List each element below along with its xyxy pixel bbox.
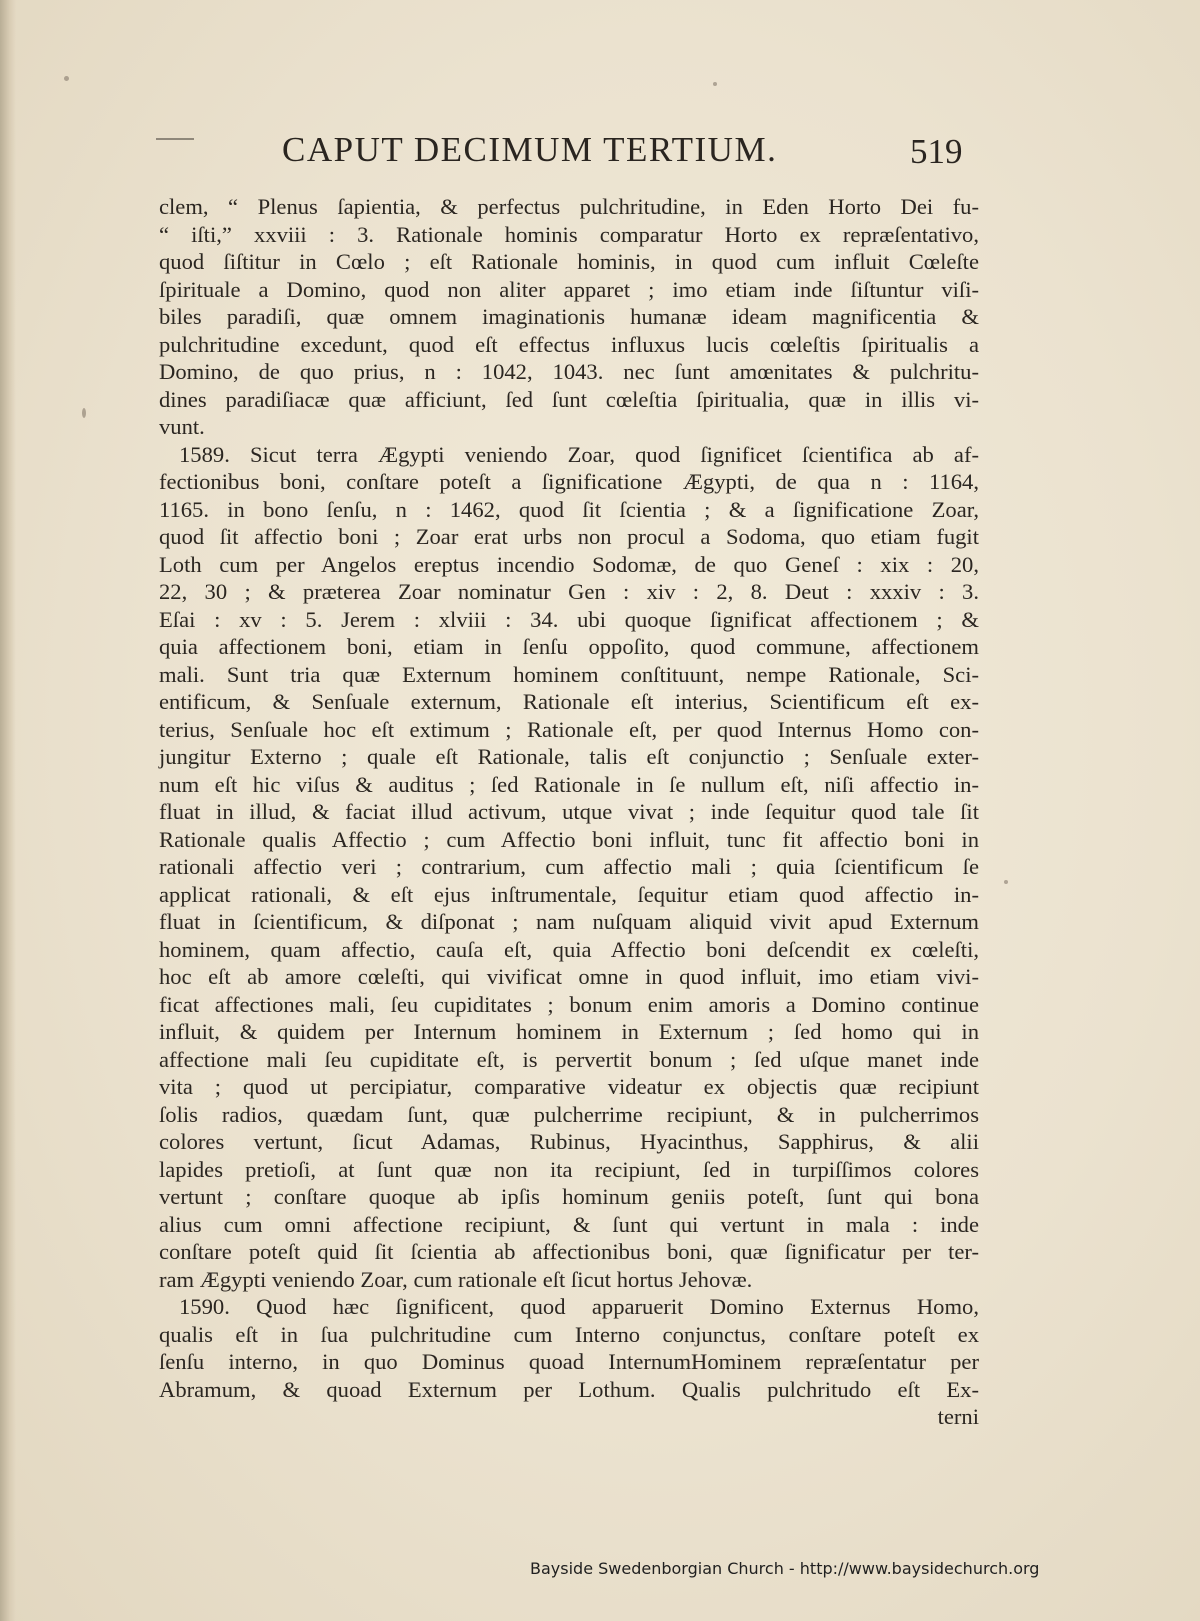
text-line: Domino, de quo prius, n : 1042, 1043. nec ſunt amœnitates & pulchritu-: [159, 359, 979, 384]
body-text: [159, 193, 979, 1431]
text-line: hoc eſt ab amore cœleſti, qui vivificat omne in quod influit, imo etiam vivi-: [159, 964, 979, 989]
text-line: colores vertunt, ſicut Adamas, Rubinus, Hyacinthus, Sapphirus, & alii: [159, 1129, 979, 1154]
text-line: ram Ægypti veniendo Zoar, cum rationale eſt ſicut hortus Jehovæ.: [159, 1266, 753, 1292]
text-line: alius cum omni affectione recipiunt, & ſunt qui vertunt in mala : inde: [159, 1211, 979, 1237]
text-line: ſolis radios, quædam ſunt, quæ pulcherrime recipiunt, & in pulcherrimos: [159, 1101, 979, 1127]
text-line: vertunt ; conſtare quoque ab ipſis hominum geniis poteſt, ſunt qui bona: [159, 1184, 979, 1209]
text-line: “ iſti,” xxviii : 3. Rationale hominis comparatur Horto ex repræſentativo,: [159, 221, 979, 247]
text-line: jungitur Externo ; quale eſt Rationale, talis eſt conjunctio ; Senſuale exter-: [159, 744, 979, 769]
text-line: quod ſiſtitur in Cœlo ; eſt Rationale hominis, in quod cum influit Cœleſte: [159, 249, 979, 274]
text-line: ſenſu interno, in quo Dominus quoad InternumHominem repræſentatur per: [159, 1349, 979, 1374]
text-line: Rationale qualis Affectio ; cum Affectio boni influit, tunc fit affectio boni in: [159, 826, 979, 852]
binding-gutter: [0, 0, 16, 1621]
paragraph-1589-start: 1589. Sicut terra Ægypti veniendo Zoar, quod ſignificet ſcientifica ab af-: [179, 441, 979, 467]
text-line: num eſt hic viſus & auditus ; ſed Rationale in ſe nullum eſt, niſi affectio in-: [159, 771, 979, 797]
text-line: conſtare poteſt quid ſit ſcientia ab affectionibus boni, quæ ſignificatur per ter-: [159, 1239, 979, 1264]
text-line: vunt.: [159, 414, 205, 439]
text-line: Eſai : xv : 5. Jerem : xlviii : 34. ubi quoque ſignificat affectionem ; &: [159, 606, 979, 632]
catchword: terni: [937, 1404, 979, 1429]
text-line: fluat in illud, & faciat illud activum, utque vivat ; inde ſequitur quod tale ſit: [159, 799, 979, 824]
paper-speck: [64, 76, 69, 81]
text-line: dines paradiſiacæ quæ afficiunt, ſed ſunt cœleſtia ſpiritualia, quæ in illis vi-: [159, 386, 979, 412]
text-line: quod ſit affectio boni ; Zoar erat urbs non procul a Sodoma, quo etiam fugit: [159, 524, 979, 549]
text-line: vita ; quod ut percipiatur, comparative videatur ex objectis quæ recipiunt: [159, 1074, 979, 1099]
text-line: biles paradiſi, quæ omnem imaginationis humanæ ideam magnificentia &: [159, 304, 979, 329]
text-line: fectionibus boni, conſtare poteſt a ſignificatione Ægypti, de qua n : 1164,: [159, 469, 979, 494]
paragraph-1590-start: 1590. Quod hæc ſignificent, quod apparuerit Domino Externus Homo,: [179, 1294, 979, 1319]
text-line: quia affectionem boni, etiam in ſenſu oppoſito, quod commune, affectionem: [159, 634, 979, 659]
text-line: 1165. in bono ſenſu, n : 1462, quod ſit ſcientia ; & a ſignificatione Zoar,: [159, 496, 979, 522]
running-head: [282, 130, 982, 178]
text-line: hominem, quam affectio, cauſa eſt, quia Affectio boni deſcendit ex cœleſti,: [159, 936, 979, 962]
text-line: applicat rationali, & eſt ejus inſtrumentale, ſequitur etiam quod affectio in-: [159, 881, 979, 907]
paper-speck: [1004, 880, 1008, 884]
text-line: terius, Senſuale hoc eſt extimum ; Rationale eſt, per quod Internus Homo con-: [159, 716, 979, 742]
page-number: 519: [910, 132, 963, 171]
ink-mark: [156, 138, 194, 140]
footer-credit: Bayside Swedenborgian Church - http://www.baysidechurch.org: [530, 1559, 1040, 1578]
text-line: Loth cum per Angelos ereptus incendio Sodomæ, de quo Geneſ : xix : 20,: [159, 551, 979, 577]
text-line: ficat affectiones mali, ſeu cupiditates ; bonum enim amoris a Domino continue: [159, 991, 979, 1017]
text-line: fluat in ſcientificum, & diſponat ; nam nuſquam aliquid vivit apud Externum: [159, 909, 979, 934]
text-line: rationali affectio veri ; contrarium, cum affectio mali ; quia ſcientificum ſe: [159, 854, 979, 879]
text-line: entificum, & Senſuale externum, Rationale eſt interius, Scientificum eſt ex-: [159, 689, 979, 714]
text-line: affectione mali ſeu cupiditate eſt, is pervertit bonum ; ſed uſque manet inde: [159, 1046, 979, 1072]
text-line: 22, 30 ; & præterea Zoar nominatur Gen : xiv : 2, 8. Deut : xxxiv : 3.: [159, 579, 979, 604]
text-line: influit, & quidem per Internum hominem in Externum ; ſed homo qui in: [159, 1019, 979, 1044]
text-line: qualis eſt in ſua pulchritudine cum Interno conjunctus, conſtare poteſt ex: [159, 1321, 979, 1347]
paper-speck: [82, 408, 86, 418]
text-line: ſpirituale a Domino, quod non aliter apparet ; imo etiam inde ſiſtuntur viſi-: [159, 276, 979, 302]
text-line: lapides pretioſi, at ſunt quæ non ita recipiunt, ſed in turpiſſimos colores: [159, 1156, 979, 1182]
text-line: Abramum, & quoad Externum per Lothum. Qualis pulchritudo eſt Ex-: [159, 1376, 979, 1402]
text-line: clem, “ Plenus ſapientia, & perfectus pulchritudine, in Eden Horto Dei fu-: [159, 194, 979, 219]
text-line: mali. Sunt tria quæ Externum hominem conſtituunt, nempe Rationale, Sci-: [159, 661, 979, 687]
chapter-title: CAPUT DECIMUM TERTIUM.: [282, 130, 778, 169]
paper-speck: [713, 82, 717, 86]
text-line: pulchritudine excedunt, quod eſt effectus influxus lucis cœleſtis ſpiritualis a: [159, 331, 979, 357]
